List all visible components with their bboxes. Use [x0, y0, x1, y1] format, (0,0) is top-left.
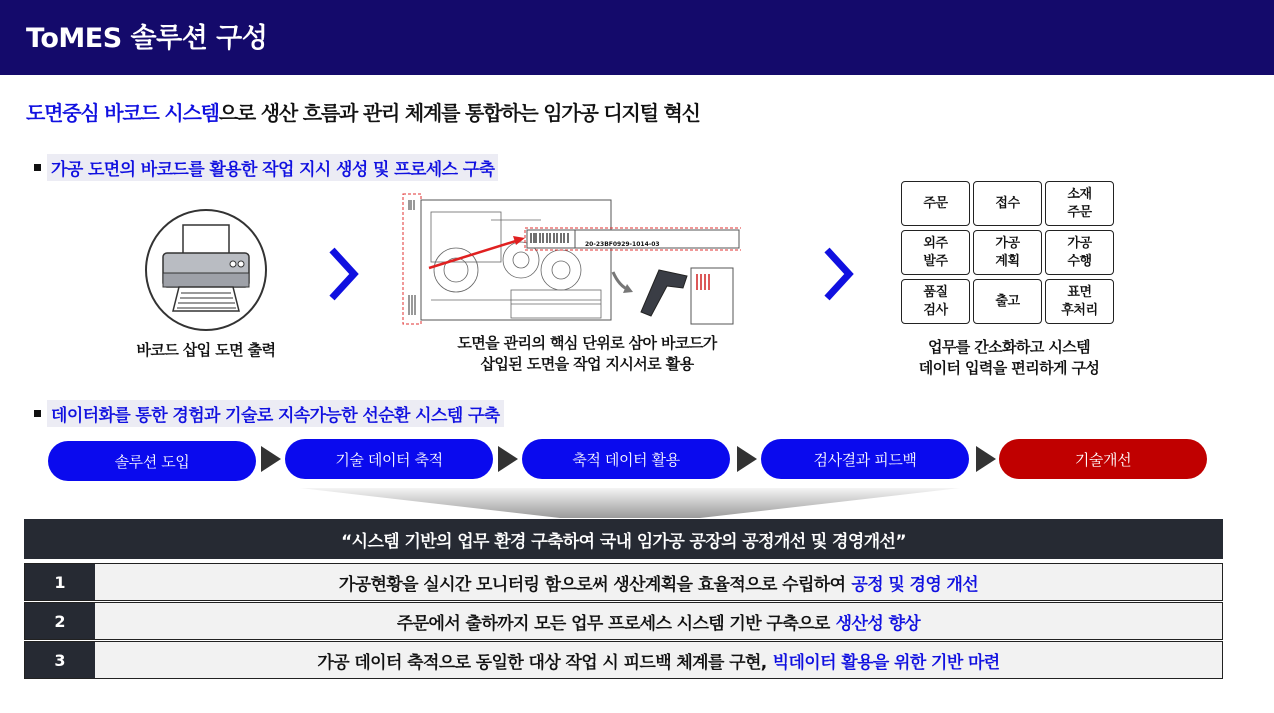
row-text-highlight: 빅데이터 활용을 위한 기반 마련 — [772, 652, 1000, 673]
section1-title: 가공 도면의 바코드를 활용한 작업 지시 생성 및 프로세스 구축 — [47, 154, 498, 181]
grid-cell-material-order: 소재 주문 — [1045, 181, 1114, 226]
section1-heading — [34, 154, 498, 181]
row-number: 2 — [25, 603, 95, 639]
printer-icon — [147, 211, 265, 329]
flow-arrow-icon — [498, 446, 518, 472]
flow-arrow-icon — [261, 446, 281, 472]
funnel-shape — [300, 488, 960, 518]
grid-cell-process-plan: 가공 계획 — [973, 230, 1042, 275]
square-bullet-icon — [34, 164, 41, 171]
grid-cell-shipping: 출고 — [973, 279, 1042, 324]
summary-row — [24, 563, 1223, 601]
grid-cell-receipt: 접수 — [973, 181, 1042, 226]
page-title: ToMES 솔루션 구성 — [26, 23, 268, 54]
row-text-main: 주문에서 출하까지 모든 업무 프로세스 시스템 기반 구축으로 — [396, 613, 830, 634]
chevron-right-icon — [821, 244, 855, 304]
flow-step-inspection-feedback: 검사결과 피드백 — [761, 439, 969, 479]
row-text — [95, 564, 1222, 600]
step2-caption-line2: 삽입된 도면을 작업 지시서로 활용 — [480, 355, 694, 373]
step2-caption-line1: 도면을 관리의 핵심 단위로 삼아 바코드가 — [457, 334, 717, 352]
flow-step-data-usage: 축적 데이터 활용 — [522, 439, 730, 479]
summary-quote: “시스템 기반의 업무 환경 구축하여 국내 임가공 공장의 공정개선 및 경영개선” — [24, 519, 1223, 559]
flow-step-tech-data: 기술 데이터 축적 — [285, 439, 493, 479]
flow-step-tech-improvement: 기술개선 — [999, 439, 1207, 479]
page-subtitle — [26, 97, 700, 126]
step3-caption-line2: 데이터 입력을 편리하게 구성 — [918, 359, 1100, 377]
flow-arrow-icon — [976, 446, 996, 472]
square-bullet-icon — [34, 410, 41, 417]
grid-cell-quality: 품질 검사 — [901, 279, 970, 324]
row-text-main: 가공 데이터 축적으로 동일한 대상 작업 시 피드백 체계를 구현, — [317, 652, 767, 673]
step1-caption: 바코드 삽입 도면 출력 — [136, 341, 276, 359]
drawing-number-label: 20-23BF0929-1014-03 — [585, 241, 660, 248]
grid-cell-process-exec: 가공 수행 — [1045, 230, 1114, 275]
chevron-right-icon — [326, 244, 360, 304]
summary-row — [24, 641, 1223, 679]
technical-drawing-illustration — [401, 190, 741, 330]
step2-caption — [420, 333, 754, 375]
step3-caption-line1: 업무를 간소화하고 시스템 — [927, 338, 1091, 356]
grid-cell-order: 주문 — [901, 181, 970, 226]
row-number: 1 — [25, 564, 95, 600]
row-text-highlight: 공정 및 경영 개선 — [851, 574, 979, 595]
row-number: 3 — [25, 642, 95, 678]
summary-row — [24, 602, 1223, 640]
grid-cell-outsourcing: 외주 발주 — [901, 230, 970, 275]
subtitle-rest: 으로 생산 흐름과 관리 체계를 통합하는 임가공 디지털 혁신 — [218, 101, 700, 125]
printer-illustration — [145, 209, 267, 331]
row-text-highlight: 생산성 향상 — [835, 613, 921, 634]
section2-title: 데이터화를 통한 경험과 기술로 지속가능한 선순환 시스템 구축 — [47, 400, 504, 427]
flow-step-solution-intro: 솔루션 도입 — [48, 441, 256, 481]
subtitle-highlight: 도면중심 바코드 시스템 — [26, 101, 219, 125]
row-text — [95, 603, 1222, 639]
section2-heading — [34, 400, 504, 427]
row-text — [95, 642, 1222, 678]
row-text-main: 가공현황을 실시간 모니터링 함으로써 생산계획을 효율적으로 수립하여 — [338, 574, 846, 595]
flow-arrow-icon — [737, 446, 757, 472]
step3-caption — [880, 337, 1138, 379]
grid-cell-surface: 표면 후처리 — [1045, 279, 1114, 324]
